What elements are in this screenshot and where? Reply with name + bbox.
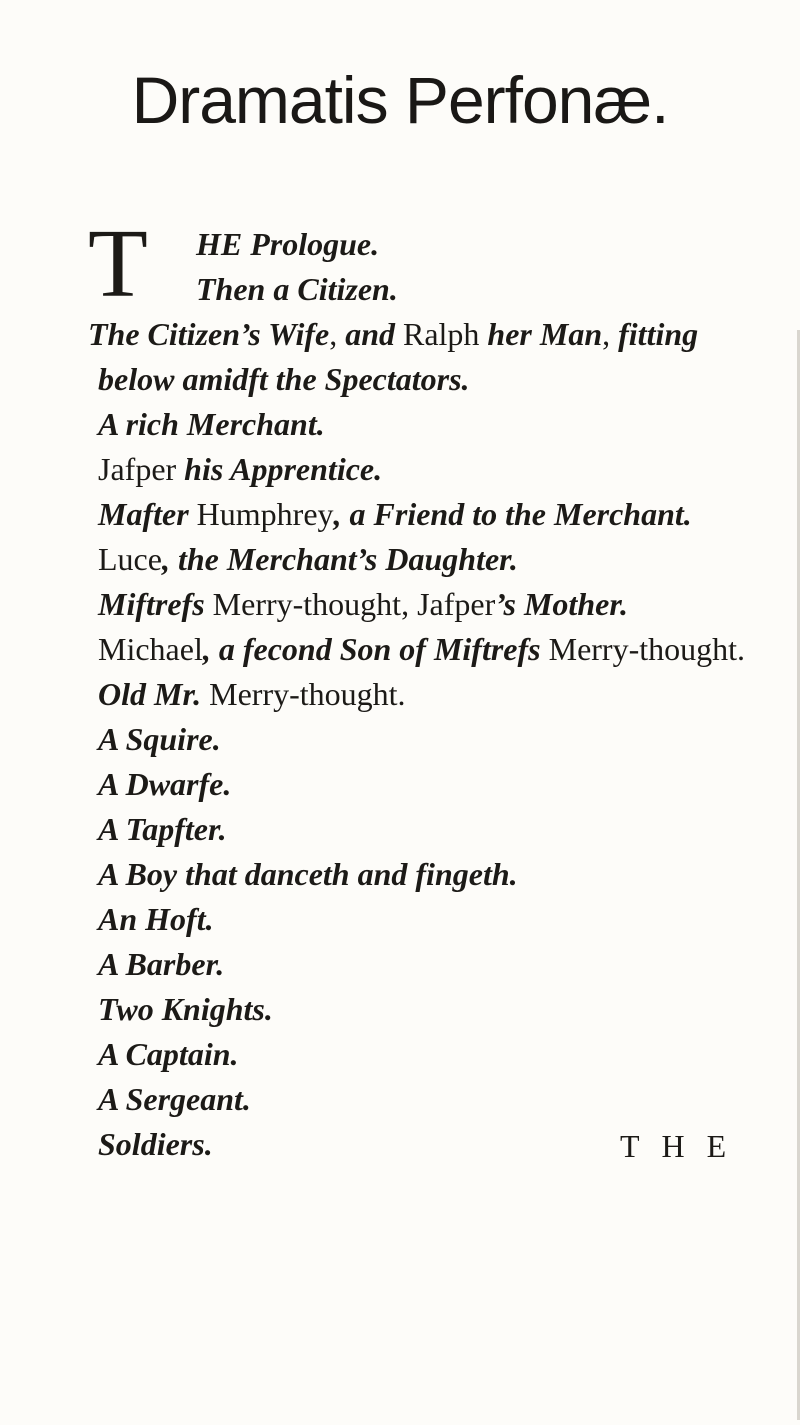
line-text: Then a Citizen. (196, 271, 398, 307)
line-text: Merry-thought. (548, 631, 746, 667)
line-text: , the Merchant’s Daughter. (161, 541, 518, 577)
cast-line (88, 672, 788, 717)
cast-line (88, 627, 788, 672)
cast-line (88, 267, 788, 312)
cast-line (88, 492, 788, 537)
line-text: A Barber. (98, 946, 225, 982)
cast-line (88, 762, 788, 807)
line-text: Merry-thought. (209, 676, 406, 712)
line-text: A Tapfter. (98, 811, 227, 847)
cast-line (88, 357, 788, 402)
line-text: ’s Mother. (495, 586, 628, 622)
line-text: A Squire. (98, 721, 221, 757)
cast-list (88, 210, 788, 1167)
cast-line (88, 402, 788, 447)
line-text: , a fecond Son of Miftrefs (202, 631, 549, 667)
line-text: HE (196, 226, 251, 262)
line-text: Luce (98, 541, 162, 577)
line-text: Prologue. (250, 226, 380, 262)
cast-line (88, 987, 788, 1032)
catchword: THE (620, 1128, 749, 1164)
line-text: Two Knights. (98, 991, 273, 1027)
line-text: Ralph (402, 316, 480, 352)
cast-line (88, 807, 788, 852)
cast-line (88, 582, 788, 627)
line-text: his Apprentice. (176, 451, 383, 487)
line-text: Michael (98, 631, 203, 667)
cast-line (88, 1077, 788, 1122)
line-text: Merry-thought, Jafper (212, 586, 496, 622)
cast-line (88, 852, 788, 897)
line-text: Jafper (98, 451, 177, 487)
line-text: A Captain. (98, 1036, 239, 1072)
line-text: An Hoft. (98, 901, 214, 937)
line-text: Miftrefs (98, 586, 213, 622)
cast-line (88, 717, 788, 762)
line-text: , a Friend to the Merchant. (333, 496, 692, 532)
cast-line (88, 942, 788, 987)
line-text: , (602, 316, 619, 352)
line-text: Mafter (98, 496, 197, 532)
line-text: below amidft the Spectators. (98, 361, 470, 397)
line-text: and (345, 316, 403, 352)
line-text: Old Mr. (98, 676, 210, 712)
line-text: Humphrey (196, 496, 334, 532)
cast-line (88, 447, 788, 492)
cast-line (88, 312, 788, 357)
page-title: Dramatis Perfonæ. (131, 63, 669, 137)
line-text: fitting (618, 316, 699, 352)
line-text: A rich Merchant. (98, 406, 325, 442)
line-text: A Sergeant. (98, 1081, 251, 1117)
line-text: A Dwarfe. (98, 766, 232, 802)
cast-line (88, 1032, 788, 1077)
cast-line (88, 537, 788, 582)
cast-line (88, 897, 788, 942)
cast-line (88, 222, 788, 267)
drop-cap: T (88, 210, 148, 318)
line-text: her Man (479, 316, 603, 352)
line-text: A Boy that danceth and fingeth. (98, 856, 518, 892)
line-text: The Citizen’s Wife (88, 316, 330, 352)
line-text: , (329, 316, 346, 352)
line-text: Soldiers. (98, 1126, 213, 1162)
